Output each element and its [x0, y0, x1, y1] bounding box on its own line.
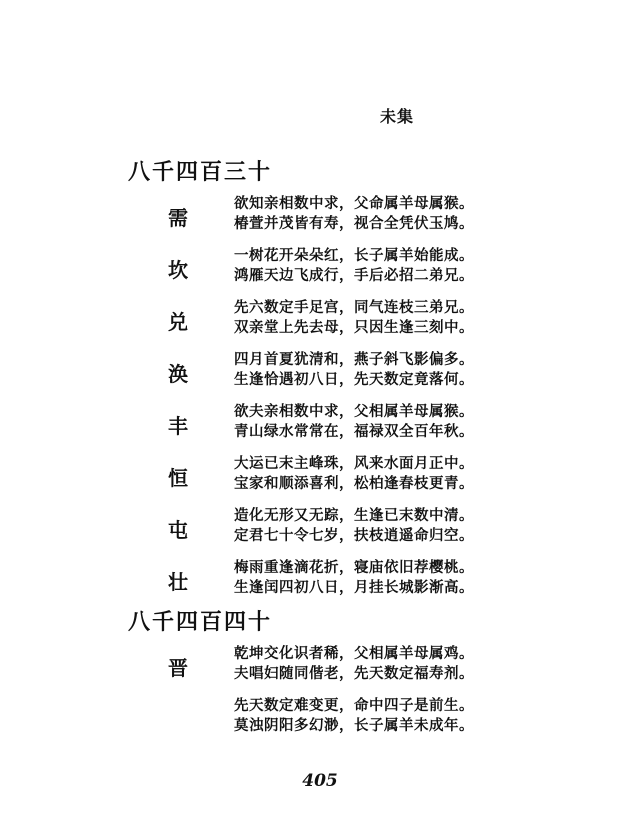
verse-line: 大运已末主峰珠，风来水面月正中。 — [234, 455, 474, 472]
verse-block — [234, 246, 474, 286]
hexagram-label: 需 — [168, 206, 188, 230]
verse-line: 青山绿水常常在，福禄双全百年秋。 — [234, 423, 474, 440]
hexagram-label: 晋 — [168, 656, 188, 680]
verse-line: 四月首夏犹清和，燕子斜飞影偏多。 — [234, 351, 474, 368]
verse-line: 鸿雁天边飞成行，手后必招二弟兄。 — [234, 267, 474, 284]
verse-block — [234, 454, 474, 494]
verse-line: 造化无形又无踪，生逢已末数中清。 — [234, 507, 474, 524]
section-title: 八千四百四十 — [128, 609, 273, 635]
hexagram-label: 恒 — [168, 466, 188, 490]
verse-block — [234, 696, 474, 736]
verse-line: 先天数定难变更，命中四子是前生。 — [234, 697, 474, 714]
verse-block — [234, 402, 474, 442]
verse-line: 梅雨重逢滴花折，寝庙依旧荐樱桃。 — [234, 559, 474, 576]
verse-block — [234, 194, 474, 234]
verse-line: 先六数定手足宫，同气连枝三弟兄。 — [234, 299, 474, 316]
running-head: 未集 — [380, 107, 415, 126]
hexagram-label: 丰 — [168, 414, 188, 438]
hexagram-label: 坎 — [168, 258, 188, 282]
verse-line: 定君七十令七岁，扶枝逍遥命归空。 — [234, 527, 474, 544]
hexagram-label: 涣 — [168, 362, 188, 386]
verse-block — [234, 644, 474, 684]
verse-line: 莫浊阴阳多幻渺，长子属羊未成年。 — [234, 717, 474, 734]
verse-line: 一树花开朵朵红，长子属羊始能成。 — [234, 247, 474, 264]
verse-line: 宝家和顺添喜利，松柏逢春枝更青。 — [234, 475, 474, 492]
hexagram-label: 兑 — [168, 310, 188, 334]
verse-block — [234, 506, 474, 546]
verse-block — [234, 350, 474, 390]
verse-line: 欲夫亲相数中求，父相属羊母属猴。 — [234, 403, 474, 420]
hexagram-label: 屯 — [168, 518, 188, 542]
verse-block — [234, 558, 474, 598]
verse-line: 生逢恰遇初八日，先天数定竟落何。 — [234, 371, 474, 388]
verse-line: 夫唱妇随同偕老，先天数定福寿剂。 — [234, 665, 474, 682]
verse-line: 乾坤交化识者稀，父相属羊母属鸡。 — [234, 645, 474, 662]
verse-block — [234, 298, 474, 338]
verse-line: 欲知亲相数中求，父命属羊母属猴。 — [234, 195, 474, 212]
verse-line: 生逢闰四初八日，月挂长城影渐高。 — [234, 579, 474, 596]
verse-line: 双亲堂上先去母，只因生逢三刻中。 — [234, 319, 474, 336]
verse-line: 椿萱并茂皆有寿，视合全凭伏玉鸠。 — [234, 215, 474, 232]
section-title: 八千四百三十 — [128, 159, 273, 185]
page-number: 405 — [302, 771, 338, 791]
hexagram-label: 壮 — [168, 570, 188, 594]
